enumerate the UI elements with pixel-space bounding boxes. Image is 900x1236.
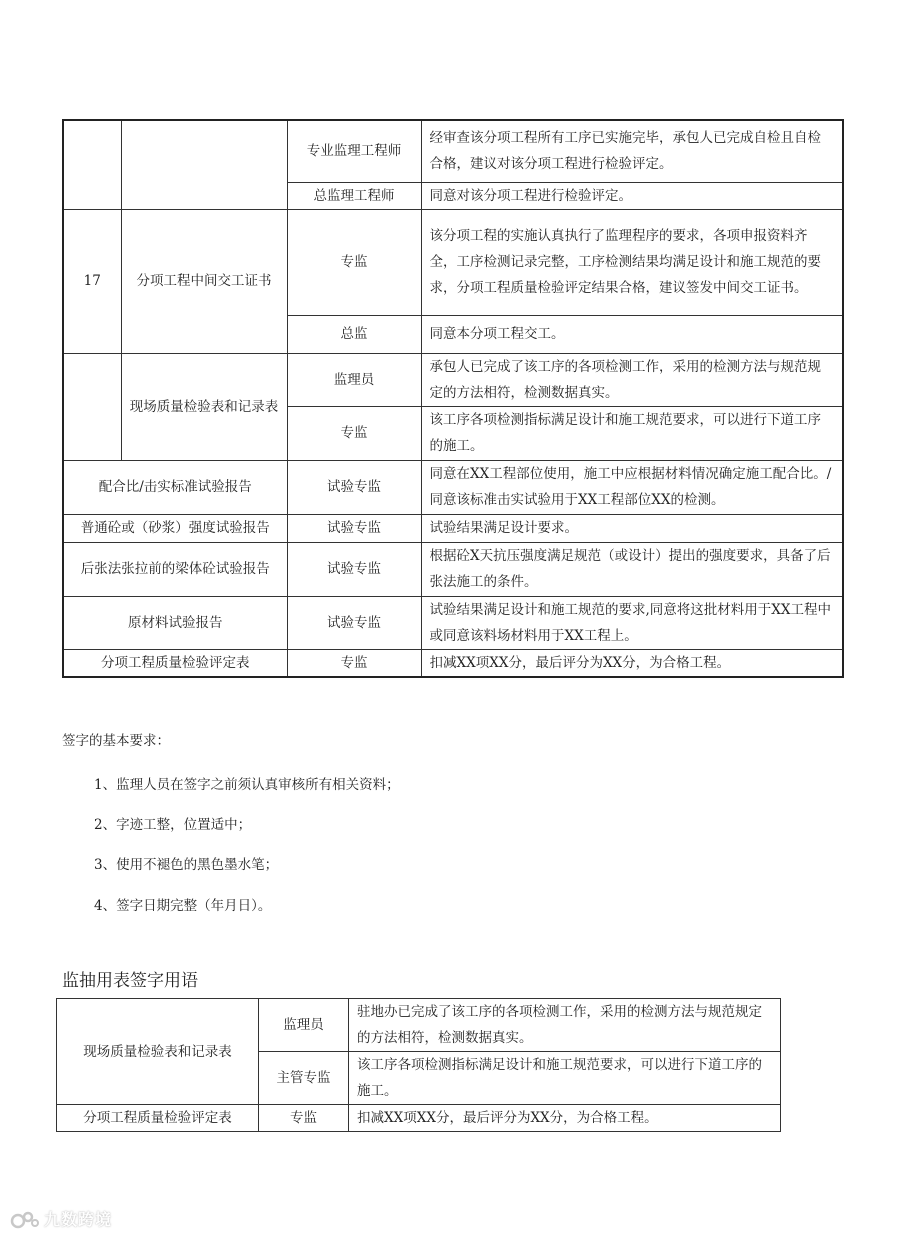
signature-opinion-cell: 承包人已完成了该工序的各项检测工作，采用的检测方法与规范规定的方法相符，检测数据真实。 bbox=[421, 353, 843, 406]
requirement-item: 1、监理人员在签字之前须认真审核所有相关资料； bbox=[94, 777, 400, 793]
signer-role-cell: 专监 bbox=[259, 1105, 349, 1132]
signer-role-cell: 监理员 bbox=[259, 999, 349, 1052]
requirement-item: 3、使用不褪色的黑色墨水笔； bbox=[94, 857, 279, 873]
signature-opinion-cell: 扣减XX项XX分，最后评分为XX分，为合格工程。 bbox=[421, 649, 843, 677]
signer-role-cell: 试验专监 bbox=[287, 460, 421, 514]
section-title: 监抽用表签字用语 bbox=[62, 971, 198, 991]
signature-opinion-cell: 扣减XX项XX分，最后评分为XX分，为合格工程。 bbox=[349, 1105, 781, 1132]
signature-wording-table bbox=[62, 119, 844, 678]
table-row bbox=[63, 649, 843, 677]
signature-opinion-cell: 经审查该分项工程所有工序已实施完毕，承包人已完成自检且自检合格，建议对该分项工程进行检验评定。 bbox=[421, 120, 843, 182]
signature-opinion-cell: 该分项工程的实施认真执行了监理程序的要求，各项申报资料齐全，工序检测记录完整，工序检测结果均满足设计和施工规范的要求，分项工程质量检验评定结果合格，建议签发中间交工证书。 bbox=[421, 209, 843, 315]
signer-role-cell: 试验专监 bbox=[287, 596, 421, 649]
document-type-cell: 分项工程质量检验评定表 bbox=[63, 649, 287, 677]
signer-role-cell: 专监 bbox=[287, 406, 421, 460]
document-type-cell bbox=[121, 120, 287, 209]
document-type-cell: 现场质量检验表和记录表 bbox=[57, 999, 259, 1105]
row-number-cell bbox=[63, 353, 121, 460]
document-type-cell: 配合比/击实标准试验报告 bbox=[63, 460, 287, 514]
signature-opinion-cell: 该工序各项检测指标满足设计和施工规范要求，可以进行下道工序的施工。 bbox=[349, 1052, 781, 1105]
document-type-cell: 后张法张拉前的梁体砼试验报告 bbox=[63, 542, 287, 596]
signature-opinion-cell: 同意对该分项工程进行检验评定。 bbox=[421, 182, 843, 209]
signer-role-cell: 总监 bbox=[287, 315, 421, 353]
signature-opinion-cell: 同意本分项工程交工。 bbox=[421, 315, 843, 353]
signer-role-cell: 主管专监 bbox=[259, 1052, 349, 1105]
signer-role-cell: 专业监理工程师 bbox=[287, 120, 421, 182]
signer-role-cell: 监理员 bbox=[287, 353, 421, 406]
signer-role-cell: 试验专监 bbox=[287, 514, 421, 542]
signature-opinion-cell: 该工序各项检测指标满足设计和施工规范要求，可以进行下道工序的施工。 bbox=[421, 406, 843, 460]
document-type-cell: 现场质量检验表和记录表 bbox=[121, 353, 287, 460]
signer-role-cell: 专监 bbox=[287, 209, 421, 315]
signature-opinion-cell: 驻地办已完成了该工序的各项检测工作，采用的检测方法与规范规定的方法相符，检测数据真实。 bbox=[349, 999, 781, 1052]
watermark bbox=[10, 1206, 112, 1234]
logo-mark-icon bbox=[10, 1209, 40, 1231]
watermark-text: 九数跨境 bbox=[44, 1210, 113, 1229]
signer-role-cell: 总监理工程师 bbox=[287, 182, 421, 209]
row-number-cell bbox=[63, 120, 121, 209]
table-row bbox=[63, 542, 843, 596]
signer-role-cell: 试验专监 bbox=[287, 542, 421, 596]
table-row bbox=[63, 209, 843, 315]
requirements-title: 签字的基本要求： bbox=[62, 733, 170, 749]
document-type-cell: 分项工程质量检验评定表 bbox=[57, 1105, 259, 1132]
signature-opinion-cell: 试验结果满足设计和施工规范的要求,同意将这批材料用于XX工程中或同意该料场材料用于XX工程上。 bbox=[421, 596, 843, 649]
table-row bbox=[57, 1105, 781, 1132]
table-row bbox=[63, 514, 843, 542]
requirement-item: 4、签字日期完整（年月日）。 bbox=[94, 898, 272, 914]
signature-opinion-cell: 同意在XX工程部位使用，施工中应根据材料情况确定施工配合比。/同意该标准击实试验用于XX工程部位XX的检测。 bbox=[421, 460, 843, 514]
table-row bbox=[63, 120, 843, 182]
document-type-cell: 分项工程中间交工证书 bbox=[121, 209, 287, 353]
row-number-cell: 17 bbox=[63, 209, 121, 353]
table-row bbox=[63, 596, 843, 649]
table-row bbox=[57, 999, 781, 1052]
signature-opinion-cell: 根据砼X天抗压强度满足规范（或设计）提出的强度要求，具备了后张法施工的条件。 bbox=[421, 542, 843, 596]
signature-opinion-cell: 试验结果满足设计要求。 bbox=[421, 514, 843, 542]
document-type-cell: 普通砼或（砂浆）强度试验报告 bbox=[63, 514, 287, 542]
document-type-cell: 原材料试验报告 bbox=[63, 596, 287, 649]
table-row bbox=[63, 460, 843, 514]
requirement-item: 2、字迹工整，位置适中； bbox=[94, 817, 252, 833]
signer-role-cell: 专监 bbox=[287, 649, 421, 677]
spot-check-signature-table bbox=[56, 998, 781, 1132]
table-row bbox=[63, 353, 843, 406]
